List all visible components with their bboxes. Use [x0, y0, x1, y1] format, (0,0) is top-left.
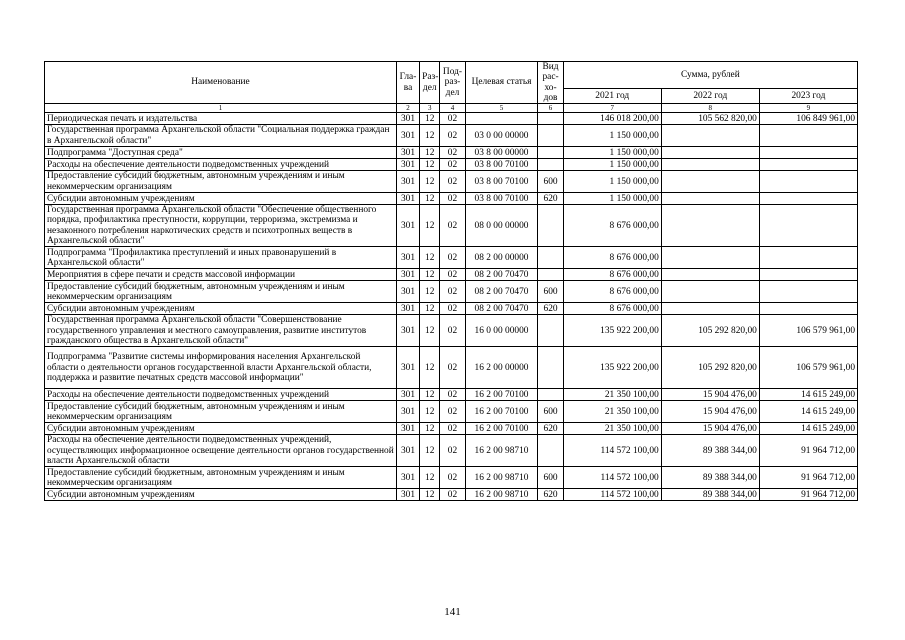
row-celevaya: 16 2 00 98710 [465, 435, 538, 467]
table-row [45, 269, 858, 281]
row-vid [538, 159, 563, 171]
column-number: 8 [661, 104, 759, 113]
row-vid: 620 [538, 303, 563, 315]
page-number: 141 [444, 606, 461, 618]
row-glava: 301 [396, 435, 419, 467]
row-sum-2022: 15 904 476,00 [661, 389, 759, 401]
row-vid [538, 247, 563, 269]
row-name: Государственная программа Архангельской области "Социальная поддержка граждан в Архангельской области" [45, 125, 397, 147]
row-celevaya: 16 2 00 98710 [465, 489, 538, 501]
column-number: 1 [45, 104, 397, 113]
row-podrazdel: 02 [440, 113, 465, 125]
row-glava: 301 [396, 171, 419, 193]
row-sum-2022 [661, 247, 759, 269]
column-number: 2 [396, 104, 419, 113]
row-glava: 301 [396, 113, 419, 125]
budget-table [44, 61, 858, 501]
row-name: Подпрограмма "Развитие системы информирования населения Архангельской области о деятельности органов государственной власти Архангельской области, поддержка и развитие печатных средств массовой информации" [45, 347, 397, 389]
row-vid [538, 113, 563, 125]
row-sum-2021: 135 922 200,00 [563, 315, 661, 347]
table-row [45, 489, 858, 501]
row-razdel: 12 [420, 269, 440, 281]
row-celevaya: 16 2 00 00000 [465, 347, 538, 389]
table-row [45, 205, 858, 247]
row-vid: 600 [538, 281, 563, 303]
row-sum-2021: 146 018 200,00 [563, 113, 661, 125]
row-podrazdel: 02 [440, 303, 465, 315]
row-sum-2023: 91 964 712,00 [759, 435, 857, 467]
row-razdel: 12 [420, 171, 440, 193]
row-name: Государственная программа Архангельской области "Обеспечение общественного порядка, профилактика преступности, коррупции, терроризма, экстремизма и незаконного потребления наркотических средств и психотропных веществ в Архангельской области" [45, 205, 397, 247]
row-podrazdel: 02 [440, 247, 465, 269]
row-vid [538, 269, 563, 281]
row-podrazdel: 02 [440, 205, 465, 247]
row-sum-2023 [759, 281, 857, 303]
row-razdel: 12 [420, 247, 440, 269]
table-row [45, 113, 858, 125]
row-razdel: 12 [420, 389, 440, 401]
row-celevaya: 08 0 00 00000 [465, 205, 538, 247]
table-body [45, 113, 858, 501]
row-sum-2021: 1 150 000,00 [563, 147, 661, 159]
row-name: Предоставление субсидий бюджетным, автономным учреждениям и иным некоммерческим организациям [45, 281, 397, 303]
row-glava: 301 [396, 315, 419, 347]
row-vid [538, 125, 563, 147]
row-sum-2021: 1 150 000,00 [563, 125, 661, 147]
row-vid: 620 [538, 423, 563, 435]
row-celevaya: 03 8 00 70100 [465, 159, 538, 171]
row-vid [538, 147, 563, 159]
table-row [45, 401, 858, 423]
row-razdel: 12 [420, 347, 440, 389]
row-razdel: 12 [420, 281, 440, 303]
row-sum-2022 [661, 303, 759, 315]
table-row [45, 315, 858, 347]
row-sum-2023 [759, 159, 857, 171]
row-celevaya: 16 0 00 00000 [465, 315, 538, 347]
table-row [45, 247, 858, 269]
row-razdel: 12 [420, 423, 440, 435]
row-podrazdel: 02 [440, 435, 465, 467]
table-row [45, 435, 858, 467]
row-sum-2023 [759, 205, 857, 247]
row-podrazdel: 02 [440, 159, 465, 171]
column-number: 5 [465, 104, 538, 113]
row-sum-2023: 106 579 961,00 [759, 347, 857, 389]
row-sum-2023 [759, 147, 857, 159]
row-sum-2023: 14 615 249,00 [759, 423, 857, 435]
row-podrazdel: 02 [440, 125, 465, 147]
row-glava: 301 [396, 193, 419, 205]
table-row [45, 423, 858, 435]
row-sum-2021: 114 572 100,00 [563, 435, 661, 467]
row-sum-2021: 8 676 000,00 [563, 269, 661, 281]
row-name: Периодическая печать и издательства [45, 113, 397, 125]
column-number: 4 [440, 104, 465, 113]
row-razdel: 12 [420, 401, 440, 423]
row-glava: 301 [396, 247, 419, 269]
row-glava: 301 [396, 159, 419, 171]
row-sum-2021: 114 572 100,00 [563, 489, 661, 501]
row-sum-2021: 8 676 000,00 [563, 205, 661, 247]
header-vid-rashodov: Вид рас-хо-дов [538, 62, 563, 104]
row-sum-2023: 106 579 961,00 [759, 315, 857, 347]
row-celevaya: 08 2 00 70470 [465, 269, 538, 281]
row-sum-2023 [759, 193, 857, 205]
row-sum-2022: 89 388 344,00 [661, 435, 759, 467]
row-name: Мероприятия в сфере печати и средств массовой информации [45, 269, 397, 281]
header-summa: Сумма, рублей [563, 62, 857, 89]
row-sum-2022 [661, 269, 759, 281]
row-celevaya: 08 2 00 00000 [465, 247, 538, 269]
row-sum-2022: 105 292 820,00 [661, 315, 759, 347]
row-razdel: 12 [420, 147, 440, 159]
row-glava: 301 [396, 147, 419, 159]
row-sum-2022 [661, 159, 759, 171]
row-sum-2023 [759, 171, 857, 193]
row-podrazdel: 02 [440, 389, 465, 401]
row-glava: 301 [396, 303, 419, 315]
row-razdel: 12 [420, 435, 440, 467]
row-vid [538, 435, 563, 467]
row-razdel: 12 [420, 113, 440, 125]
row-celevaya: 03 8 00 70100 [465, 171, 538, 193]
row-sum-2021: 8 676 000,00 [563, 303, 661, 315]
header-name: Наименование [45, 62, 397, 104]
row-vid: 600 [538, 401, 563, 423]
row-sum-2023: 91 964 712,00 [759, 489, 857, 501]
row-name: Субсидии автономным учреждениям [45, 423, 397, 435]
row-name: Субсидии автономным учреждениям [45, 193, 397, 205]
row-razdel: 12 [420, 125, 440, 147]
row-name: Субсидии автономным учреждениям [45, 303, 397, 315]
header-razdel: Раз-дел [420, 62, 440, 104]
row-glava: 301 [396, 467, 419, 489]
row-celevaya: 16 2 00 70100 [465, 423, 538, 435]
table-row [45, 193, 858, 205]
table-row [45, 281, 858, 303]
row-razdel: 12 [420, 193, 440, 205]
table-header [45, 62, 858, 113]
row-glava: 301 [396, 389, 419, 401]
table-row [45, 467, 858, 489]
row-podrazdel: 02 [440, 269, 465, 281]
row-sum-2022: 105 292 820,00 [661, 347, 759, 389]
row-sum-2022 [661, 147, 759, 159]
row-vid [538, 205, 563, 247]
header-celevaya-statya: Целевая статья [465, 62, 538, 104]
row-sum-2022 [661, 281, 759, 303]
row-razdel: 12 [420, 205, 440, 247]
row-sum-2021: 114 572 100,00 [563, 467, 661, 489]
row-vid [538, 315, 563, 347]
row-name: Предоставление субсидий бюджетным, автономным учреждениям и иным некоммерческим организациям [45, 171, 397, 193]
row-podrazdel: 02 [440, 467, 465, 489]
row-sum-2023: 14 615 249,00 [759, 401, 857, 423]
row-name: Расходы на обеспечение деятельности подведомственных учреждений [45, 159, 397, 171]
row-sum-2022: 105 562 820,00 [661, 113, 759, 125]
row-vid: 620 [538, 489, 563, 501]
column-number: 9 [759, 104, 857, 113]
table-row [45, 171, 858, 193]
table-row [45, 347, 858, 389]
table-row [45, 159, 858, 171]
row-sum-2023: 91 964 712,00 [759, 467, 857, 489]
row-sum-2023 [759, 269, 857, 281]
row-sum-2021: 8 676 000,00 [563, 281, 661, 303]
row-sum-2023 [759, 247, 857, 269]
row-sum-2021: 135 922 200,00 [563, 347, 661, 389]
row-sum-2023: 106 849 961,00 [759, 113, 857, 125]
row-name: Подпрограмма "Профилактика преступлений и иных правонарушений в Архангельской области" [45, 247, 397, 269]
header-year-2022: 2022 год [661, 89, 759, 104]
row-sum-2023: 14 615 249,00 [759, 389, 857, 401]
row-razdel: 12 [420, 159, 440, 171]
row-podrazdel: 02 [440, 401, 465, 423]
row-celevaya: 08 2 00 70470 [465, 303, 538, 315]
row-sum-2023 [759, 303, 857, 315]
row-celevaya: 03 8 00 00000 [465, 147, 538, 159]
row-sum-2023 [759, 125, 857, 147]
row-razdel: 12 [420, 315, 440, 347]
row-glava: 301 [396, 269, 419, 281]
row-vid: 600 [538, 171, 563, 193]
row-glava: 301 [396, 281, 419, 303]
row-name: Подпрограмма "Доступная среда" [45, 147, 397, 159]
row-celevaya: 16 2 00 70100 [465, 389, 538, 401]
row-name: Предоставление субсидий бюджетным, автономным учреждениям и иным некоммерческим организациям [45, 401, 397, 423]
row-name: Субсидии автономным учреждениям [45, 489, 397, 501]
column-number: 6 [538, 104, 563, 113]
table-row [45, 303, 858, 315]
row-razdel: 12 [420, 467, 440, 489]
row-name: Предоставление субсидий бюджетным, автономным учреждениям и иным некоммерческим организациям [45, 467, 397, 489]
column-number: 3 [420, 104, 440, 113]
column-number: 7 [563, 104, 661, 113]
row-glava: 301 [396, 401, 419, 423]
row-glava: 301 [396, 347, 419, 389]
row-sum-2021: 1 150 000,00 [563, 171, 661, 193]
row-podrazdel: 02 [440, 171, 465, 193]
row-podrazdel: 02 [440, 147, 465, 159]
row-podrazdel: 02 [440, 193, 465, 205]
row-celevaya: 16 2 00 70100 [465, 401, 538, 423]
row-sum-2022: 15 904 476,00 [661, 401, 759, 423]
table-row [45, 389, 858, 401]
budget-document [44, 61, 858, 501]
row-glava: 301 [396, 205, 419, 247]
row-celevaya: 03 0 00 00000 [465, 125, 538, 147]
row-podrazdel: 02 [440, 347, 465, 389]
row-vid [538, 389, 563, 401]
row-podrazdel: 02 [440, 489, 465, 501]
header-glava: Гла-ва [396, 62, 419, 104]
row-sum-2022 [661, 193, 759, 205]
row-vid: 620 [538, 193, 563, 205]
header-year-2023: 2023 год [759, 89, 857, 104]
row-sum-2021: 1 150 000,00 [563, 159, 661, 171]
row-vid [538, 347, 563, 389]
row-vid: 600 [538, 467, 563, 489]
row-sum-2021: 21 350 100,00 [563, 423, 661, 435]
row-razdel: 12 [420, 489, 440, 501]
row-podrazdel: 02 [440, 423, 465, 435]
column-number-row [45, 104, 858, 113]
row-sum-2022: 89 388 344,00 [661, 489, 759, 501]
header-year-2021: 2021 год [563, 89, 661, 104]
row-sum-2022 [661, 125, 759, 147]
row-name: Расходы на обеспечение деятельности подведомственных учреждений, осуществляющих информационное освещение деятельности органов государственной власти Архангельской области [45, 435, 397, 467]
row-celevaya [465, 113, 538, 125]
row-celevaya: 08 2 00 70470 [465, 281, 538, 303]
row-sum-2021: 8 676 000,00 [563, 247, 661, 269]
row-podrazdel: 02 [440, 281, 465, 303]
header-podrazdel: Под-раз-дел [440, 62, 465, 104]
row-glava: 301 [396, 423, 419, 435]
row-name: Расходы на обеспечение деятельности подведомственных учреждений [45, 389, 397, 401]
row-sum-2021: 1 150 000,00 [563, 193, 661, 205]
row-celevaya: 03 8 00 70100 [465, 193, 538, 205]
row-name: Государственная программа Архангельской области "Совершенствование государственного управления и местного самоуправления, развитие институтов гражданского общества в Архангельской области" [45, 315, 397, 347]
row-razdel: 12 [420, 303, 440, 315]
row-podrazdel: 02 [440, 315, 465, 347]
row-sum-2022: 15 904 476,00 [661, 423, 759, 435]
row-glava: 301 [396, 125, 419, 147]
row-sum-2022 [661, 171, 759, 193]
table-row [45, 147, 858, 159]
table-row [45, 125, 858, 147]
row-sum-2022 [661, 205, 759, 247]
row-celevaya: 16 2 00 98710 [465, 467, 538, 489]
row-sum-2021: 21 350 100,00 [563, 401, 661, 423]
row-glava: 301 [396, 489, 419, 501]
row-sum-2021: 21 350 100,00 [563, 389, 661, 401]
row-sum-2022: 89 388 344,00 [661, 467, 759, 489]
